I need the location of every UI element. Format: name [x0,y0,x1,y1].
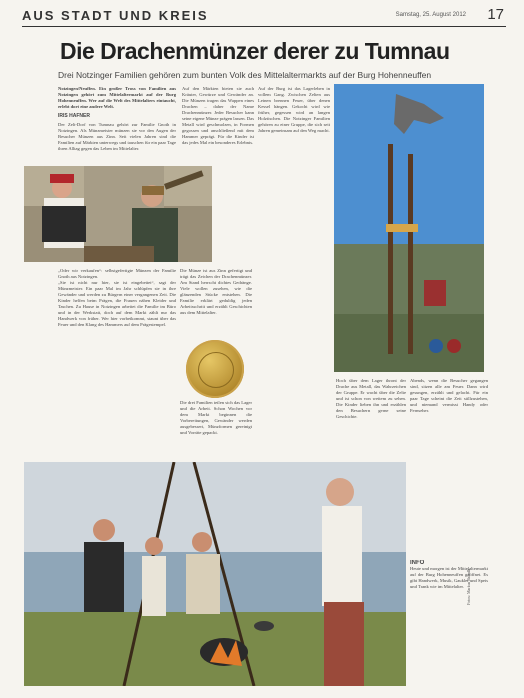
article-column-2-lower [180,268,252,338]
article-column-1-lower [58,268,176,458]
section-title: AUS STADT UND KREIS [22,8,209,23]
coin-photo [186,340,244,398]
body-text: Hoch über dem Lager thront der Drache aus Metall, das Wahrzeichen der Gruppe. Er wacht über die Zelte und ist schon von weitem zu sehen. Die Kinder lieben ihn und erzählen den Besuchern gerne seine Geschichte. [336,378,406,419]
article-column-1 [58,86,176,164]
info-title: INFO [410,560,425,566]
issue-date: Samstag, 25. August 2012 [395,12,466,18]
photo-camp-fire [24,462,406,686]
body-text: Die drei Familien teilen sich das Lager und die Arbeit. Schon Wochen vor dem Markt beginnen die Vorbereitungen, Gewänder werden ausgebessert, Münzformen gereinigt und Vorräte gepackt. [180,400,252,435]
body-text: „Sie ist nicht nur hier, sie ist eingebettet“, sagt der Münzmeister. Ein paar Mal im Jahr schlüpfen sie in ihre Gewänder und werden zu Bürgern einer vergangenen Zeit. Die Kinder helfen beim Prägen, die Frauen nähen Kleider und Taschen. Zu Hause in Notzingen arbeitet die Familie im Büro und in der Werkstatt, doch auf dem Markt zählt nur das Handwerk von früher. Wer hier vorbeikommt, staunt über das Feuer und den Klang des Hammers auf dem Prägestempel. [58,280,176,327]
info-box [410,560,488,686]
intro-paragraph: Notzingen/Neuffen. Ein großer Tross von Familien aus Notzingen gehört zum Mittelaltermarkt auf der Burg Hohenneuffen. Wer auf die Welt des Mittelalters eintaucht, erlebt dort eine andere Welt. [58,86,176,109]
photo-coin-makers [24,166,212,262]
page-number: 17 [487,6,504,23]
subheadline: Drei Notzinger Familien gehören zum bunten Volk des Mittelaltermarkts auf der Burg Hohenneuffen [58,70,432,80]
article-column-4 [336,378,406,458]
article-column-3 [258,86,330,456]
body-text: Auf der Burg ist das Lagerleben in vollem Gang. Zwischen Zelten aus Leinen brennen Feuer, über denen Kessel hängen. Gekocht wird wie früher, gegessen wird an langen Holztischen. Die Notzinger Familien gehören zu einer Gruppe, die sich seit Jahren gemeinsam auf den Weg macht. [258,86,330,133]
page-header [22,6,506,27]
article-column-2-bottom [180,400,252,458]
info-text: Heute und morgen ist der Mittelaltermarkt auf der Burg Hohenneuffen geöffnet. Es gibt Handwerk, Musik, Gaukler und Speis und Trank wie im Mittelalter. [410,566,488,589]
body-text: Auf den Märkten bieten sie auch Kräuter, Gewürze und Gewänder an. Die Münzen tragen das Wappen eines Drachen – daher der Name Drachenmünzer. Jeder Besucher kann seine eigene Münze prägen lassen. Das Metall wird geschmolzen, in Formen gegossen und anschließend mit dem Hammer geprägt. Für die Kinder ist das jedes Mal ein besonderes Erlebnis. [182,86,254,145]
body-text: Abends, wenn die Besucher gegangen sind, sitzen alle am Feuer. Dann wird gesungen, erzählt und gelacht. Für ein paar Tage scheint die Zeit stillzustehen, und niemand vermisst Handy oder Fernseher. [410,378,488,413]
article-column-5 [410,378,488,558]
headline: Die Drachenmünzer derer zu Tumnau [60,38,450,64]
article-column-2 [182,86,254,164]
photo-caption: „Oder wir verkaufen“: selbstgefertigte Münzen der Familie Gnoth aus Notzingen. [58,268,176,279]
photo-dragon-tower [334,84,484,372]
author-byline: IRIS HAFNER [58,113,90,119]
photo-credit: Fotos: Markus Brändli [466,568,471,605]
body-text: Der Zelt-Dorf von Tumnau gehört zur Familie Gnoth in Notzingen. Als Münzmeister münzen sie vor den Augen der Besucher Münzen aus Zinn. Seit vielen Jahren sind die Familien auf Märkten unterwegs und tauschen für ein paar Tage ihren Alltag gegen das Leben im Mittelalter. [58,122,176,151]
body-text: Die Münze ist aus Zinn gefertigt und trägt das Zeichen der Drachenmünzer. Am Stand herrscht dichtes Gedränge. Viele wollen zusehen, wie die glänzenden Stücke entstehen. Die Familie erklärt geduldig jeden Arbeitsschritt und erzählt Geschichten aus dem Mittelalter. [180,268,252,315]
